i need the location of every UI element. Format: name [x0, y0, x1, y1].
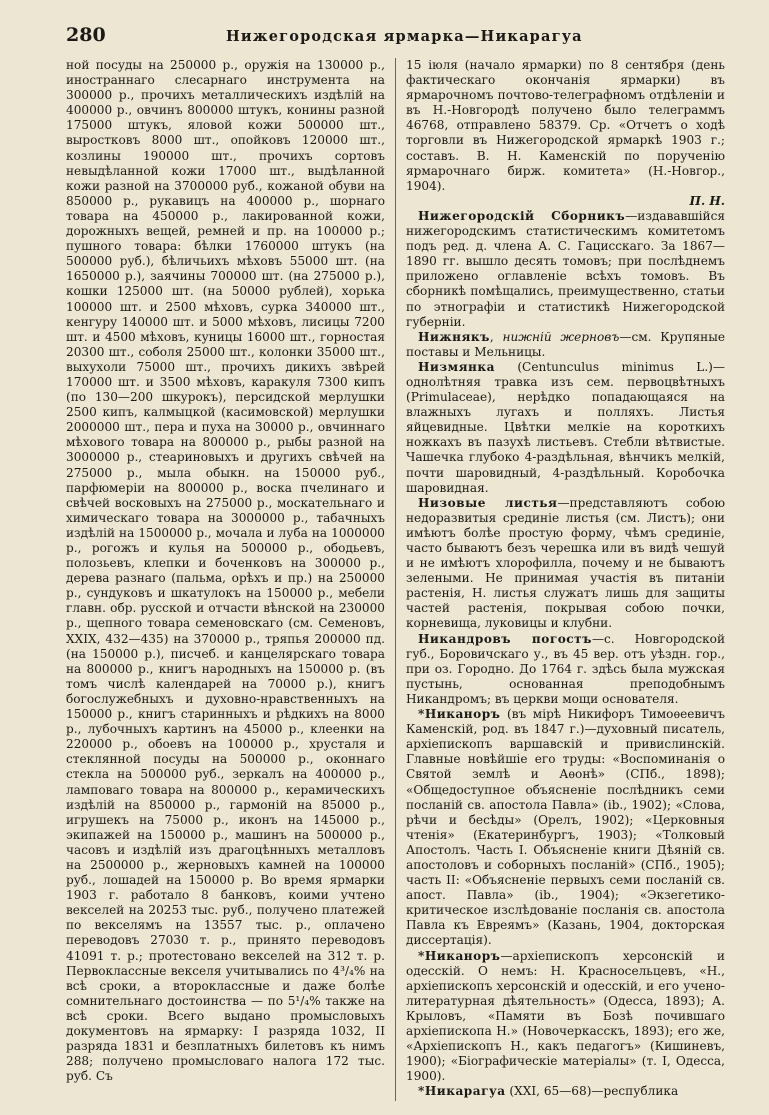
entry-headword: Нижегородскій Сборникъ	[418, 208, 626, 223]
entry-text: —с. Новгородской губ., Боровичскаго у., въ 45 вер. отъ уѣздн. гор., при оз. Городно. До 1764 г. здѣсь была мужская пустынь, основанная преподобнымъ Никандромъ; въ церкви мощи основателя.	[406, 631, 725, 706]
dictionary-entry	[406, 1084, 725, 1099]
entry-text: —представляютъ собою недоразвитыя срединіе листья (см. Листъ); они имѣютъ болѣе простую форму, чѣмъ срединіе, часто бываютъ безъ черешка или въ видѣ чешуй и не имѣютъ хлорофилла, почему и не бываютъ зелеными. Не принимая участія въ питаніи растенія, Н. листья служатъ лишь для защиты частей растенія, покрывая собою почки, корневища, луковицы и клубни.	[406, 495, 725, 631]
running-head: Нижегородская ярмарка—Никарагуа	[226, 28, 583, 45]
entry-text: (XXI, 65—68)—республика	[505, 1084, 679, 1099]
entry-headword: Низовые листья	[418, 495, 558, 510]
dictionary-entry	[406, 496, 725, 632]
column-divider	[395, 58, 396, 1101]
author-signature: П. Н.	[689, 193, 725, 208]
dictionary-entry	[406, 707, 725, 949]
entry-text: (Centunculus minimus L.)—однолѣтняя травка изъ сем. первоцвѣтныхъ (Primulaceae), нерѣдко попадающаяся на влажныхъ лугахъ и полляхъ. Листья яйцевидные. Цвѣтки мелкіе на короткихъ ножкахъ въ пазухѣ листьевъ. Стебли вѣтвистые. Чашечка глубоко 4-раздѣльная, вѣнчикъ мелкій, почти шаровидный, 4-раздѣльный. Коробочка шаровидная.	[406, 359, 725, 495]
entry-headword: Нижнякъ	[418, 329, 490, 344]
continuation-text: 15 іюля (начало ярмарки) по 8 сентября (день фактическаго окончанія ярмарки) въ ярмарочномъ почтово-телеграфномъ отдѣленіи и въ Н.-Новгородѣ получено было телеграммъ 46768, отправлено 58379. Ср. «Отчетъ о ходѣ торговли въ Нижегородской ярмаркѣ 1903 г.; составъ. В. Н. Каменскій по порученію ярмарочнаго бирж. комитета» (Н.-Новгор., 1904).	[406, 58, 725, 193]
entry-headword: *Никаноръ	[418, 948, 501, 963]
page-number: 280	[66, 24, 106, 46]
left-column	[66, 58, 385, 1101]
right-column	[406, 58, 725, 1101]
entry-headword: Низмянка	[418, 359, 495, 374]
entry-headword: Никандровъ погостъ	[418, 631, 592, 646]
dictionary-entry	[406, 632, 725, 707]
dictionary-entry: Нижнякъ, нижній жерновъ—см. Крупяные поставы и Мельницы.	[406, 329, 725, 359]
entry-text: —издававшійся нижегородскимъ статистическимъ комитетомъ подъ ред. д. члена А. С. Гациcскаго. За 1867—1890 гг. вышло десять томовъ; при послѣднемъ приложено оглавленіе всѣхъ томовъ. Въ сборникѣ помѣщались, преимущественно, статьи по этнографіи и статистикѣ Нижегородской губерніи.	[406, 208, 725, 329]
entry-headword: *Никаноръ	[418, 707, 501, 722]
page-header	[66, 24, 725, 54]
text-columns	[66, 58, 725, 1101]
dictionary-entry	[406, 360, 725, 496]
entry-gloss: нижній жерновъ	[502, 329, 620, 344]
entries-list	[406, 209, 725, 1100]
dictionary-entry	[406, 949, 725, 1085]
dictionary-entry	[406, 209, 725, 330]
entry-text: —см. Крупяные поставы и Мельницы.	[406, 329, 725, 359]
left-column-text: ной посуды на 250000 р., оружія на 130000 р., иностраннаго слесарнаго инструмента на 300000 р., прочихъ металлическихъ издѣлій на 400000 р., овчинъ 800000 штукъ, конины разной 175000 штукъ, яловой кожи 500000 шт., выростковъ 8000 шт., опойковъ 120000 шт., козлины 190000 шт., прочихъ сортовъ невыдѣланной кожи 17000 шт., выдѣланной кожи разной на 3700000 руб., кожаной обуви на 850000 р., рукавицъ на 400000 р., шорнаго товара на 450000 р., лакированной кожи, дорожныхъ вещей, ремней и пр. на 100000 р.; пушного товара: бѣлки 1760000 штукъ (на 500000 руб.), бѣличьихъ мѣховъ 55000 шт. (на 1650000 р.), заячины 700000 шт. (на 275000 р.), кошки 125000 шт. (на 50000 рублей), хорька 100000 шт. и 2500 мѣховъ, сурка 340000 шт., кенгуру 140000 шт. и 5000 мѣховъ, лисицы 7200 шт. и 4500 мѣховъ, куницы 16000 шт., горностая 20300 шт., соболя 25000 шт., колонки 35000 шт., выхухоли 75000 шт., прочихъ дикихъ звѣрей 170000 шт. и 3500 мѣховъ, каракуля 7300 кипъ (по 130—200 шкурокъ), персидской мерлушки 2500 кипъ, калмыцкой (касимовской) мерлушки 2000000 шт., пера и пуха на 30000 р., овчиннаго мѣхового товара на 800000 р., рыбы разной на 3000000 р., стеариновыхъ и другихъ свѣчей на 275000 р., мыла обыкн. на 150000 руб., парфюмеріи на 800000 р., воска пчелинаго и свѣчей восковыхъ на 275000 р., москательнаго и химическаго товара на 3000000 р., табачныхъ издѣлій на 1500000 р., мочала и луба на 1000000 р., рогожъ и кулья на 500000 р., ободьевъ, полозьевъ, клепки и боченковъ на 300000 р., дерева разнаго (пальма, орѣхъ и пр.) на 250000 р., сундуковъ и шкатулокъ на 150000 р., мебели главн. обр. русской и отчасти вѣнской на 230000 р., щепного товара семеновскаго (см. Семеновъ, XXIX, 432—435) на 370000 р., тряпья 200000 пд. (на 150000 р.), писчеб. и канцелярскаго товара на 800000 р., книгъ народныхъ на 150000 р. (въ томъ числѣ календарей на 70000 р.), книгъ богослужебныхъ и духовно-нравственныхъ на 150000 р., книгъ старинныхъ и рѣдкихъ на 8000 р., лубочныхъ картинъ на 45000 р., клеенки на 220000 р., обоевъ на 100000 р., хрусталя и стеклянной посуды на 500000 р., оконнаго стекла на 500000 руб., зеркалъ на 400000 р., ламповаго товара на 800000 р., керамическихъ издѣлій на 850000 р., гармоній на 85000 р., игрушекъ на 75000 р., иконъ на 145000 р., экипажей на 150000 р., машинъ на 500000 р., часовъ и издѣлій изъ драгоцѣнныхъ металловъ на 2500000 р., жерновыхъ камней на 100000 руб., лошадей на 150000 р. Во время ярмарки 1903 г. работало 8 банковъ, коими учтено векселей на 20253 тыс. руб., получено платежей по векселямъ на 13557 тыс. р., оплачено переводовъ 27030 т. р., принято переводовъ 41091 т. р.; протестовано векселей на 312 т. р. Первоклассные векселя учитывались по 4³/₄% на всѣ сроки, а второклассные и даже болѣе сомнительнаго достоинства — по 5¹/₄% также на всѣ сроки. Всего выдано промысловыхъ документовъ на ярмарку: I разряда 1032, II разряда 1831 и безплатныхъ билетовъ къ нимъ 288; получено промысловаго налога 172 тыс. руб. Съ	[66, 58, 385, 1084]
entry-text: —архіепископъ херсонскій и одесскій. О немъ: Н. Красносельцевъ, «Н., архіепископъ херсонскій и одесскій, и его учено-литературная дѣятельность» (Одесса, 1893); А. Крыловъ, «Памяти въ Бозѣ почившаго архіепископа Н.» (Новочеркасскъ, 1893); его же, «Архіепископъ Н., какъ педагогъ» (Кишиневъ, 1900); «Біографическіе матеріалы» (т. I, Одесса, 1900).	[406, 948, 725, 1084]
entry-headword: *Никарагуа	[418, 1084, 506, 1099]
entry-text: (въ мірѣ Никифоръ Тимоѳеевичъ Каменскій, род. въ 1847 г.)—духовный писатель, архіепископъ варшавскій и привислинскій. Главные новѣйшіе его труды: «Воспоминанія о Святой землѣ и Аѳонѣ» (СПб., 1898); «Общедоступное объясненіе послѣдникъ семи посланій св. апостола Павла» (ib., 1902); «Слова, рѣчи и бесѣды» (Орелъ, 1902); «Церковныя чтенія» (Екатеринбургъ, 1903); «Толковый Апостолъ. Часть I. Объясненіе книги Дѣяній св. апостоловъ и соборныхъ посланій» (СПб., 1905); часть II: «Объясненіе первыхъ семи посланій св. апост. Павла» (ib., 1904); «Экзегетико-критическое изслѣдованіе посланія св. апостола Павла къ Евреямъ» (Казань, 1904, докторская диссертація).	[406, 707, 725, 948]
